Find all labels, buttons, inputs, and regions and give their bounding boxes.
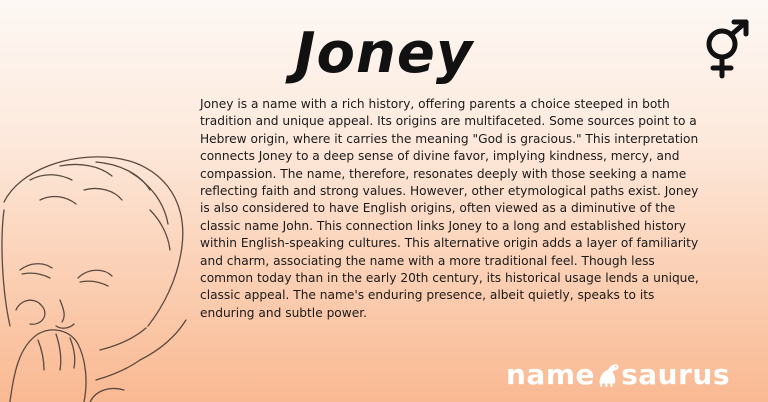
logo-text-saurus: saurus (621, 357, 730, 391)
name-description: Joney is a name with a rich history, offering parents a choice steeped in both tradition and unique appeal. Its origins are multifaceted. Some sources point to a Hebrew origin, where it carries the meaning "God is gracious." This interpretation connects Joney to a deep sense of divine favor, implying kindness, mercy, and compassion. The name, therefore, resonates deeply with those seeking a name reflecting faith and strong values. However, other etymological paths exist. Joney is also considered to have English origins, often viewed as a diminutive of the classic name John. This connection links Joney to a long and established history within English-speaking cultures. This alternative origin adds a layer of familiarity and charm, associating the name with a more traditional feel. Though less common today than in the early 20th century, its historical usage lends a unique, classic appeal. The name's enduring presence, albeit quietly, speaks to its enduring and subtle power. (200, 97, 699, 320)
dinosaur-icon (596, 359, 620, 389)
unisex-gender-icon (700, 18, 752, 80)
sleeping-baby-illustration (0, 150, 220, 402)
name-title: Joney (294, 21, 474, 86)
logo-text-name: name (506, 357, 595, 391)
namesaurus-logo[interactable] (506, 354, 730, 394)
